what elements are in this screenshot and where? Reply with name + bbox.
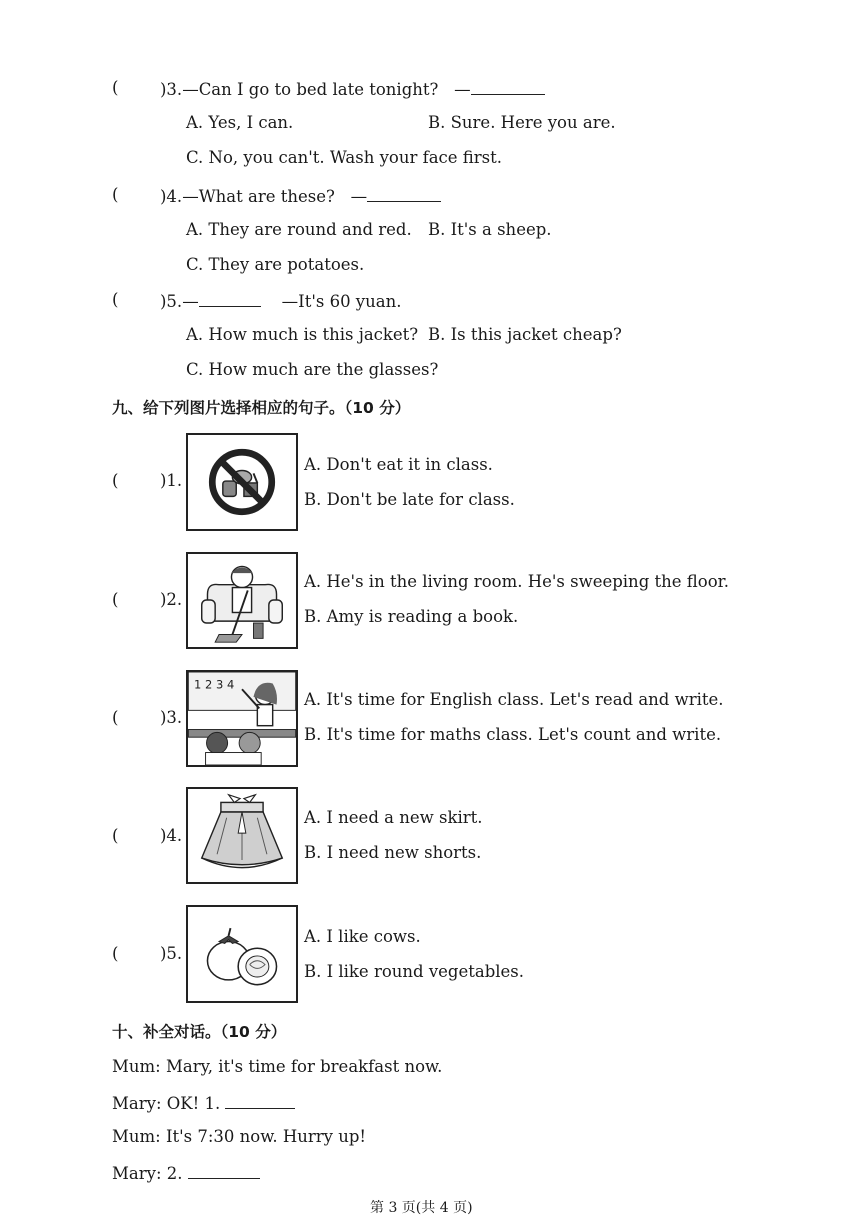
answer-blank[interactable] bbox=[199, 290, 261, 307]
option-a: A. Yes, I can. bbox=[186, 113, 294, 132]
answer-paren[interactable]: ( bbox=[112, 290, 119, 309]
dialogue-line: Mary: OK! 1. bbox=[112, 1092, 295, 1113]
option-c: C. They are potatoes. bbox=[186, 255, 365, 274]
option-b: B. It's a sheep. bbox=[428, 220, 552, 239]
option-b: B. I like round vegetables. bbox=[304, 962, 525, 981]
option-b: B. Sure. Here you are. bbox=[428, 113, 616, 132]
item-number: )5. bbox=[160, 944, 183, 963]
question-4: )4.—What are these? — bbox=[160, 185, 441, 206]
answer-paren[interactable]: ( bbox=[112, 185, 119, 204]
page-footer: 第 3 页(共 4 页) bbox=[370, 1200, 473, 1216]
answer-paren[interactable]: ( bbox=[112, 590, 119, 609]
answer-paren[interactable]: ( bbox=[112, 471, 119, 490]
option-b: B. I need new shorts. bbox=[304, 843, 482, 862]
section-heading: 九、给下列图片选择相应的句子。（10 分） bbox=[112, 399, 411, 417]
answer-blank[interactable] bbox=[225, 1092, 295, 1109]
board-text: 1 2 3 4 bbox=[194, 677, 235, 692]
option-a: A. He's in the living room. He's sweeping the floor. bbox=[304, 572, 729, 591]
no-food-sign-icon bbox=[186, 433, 298, 531]
section-heading: 十、补全对话。（10 分） bbox=[112, 1023, 287, 1041]
option-a: A. I like cows. bbox=[304, 927, 421, 946]
item-number: )4. bbox=[160, 826, 183, 845]
option-c: C. How much are the glasses? bbox=[186, 360, 439, 379]
item-number: )1. bbox=[160, 471, 183, 490]
option-a: A. It's time for English class. Let's read and write. bbox=[304, 690, 724, 709]
boy-sweeping-icon bbox=[186, 552, 298, 649]
item-number: )3. bbox=[160, 708, 183, 727]
answer-blank[interactable] bbox=[471, 78, 545, 95]
option-b: B. Don't be late for class. bbox=[304, 490, 515, 509]
question-5: )5.— —It's 60 yuan. bbox=[160, 292, 402, 311]
answer-paren[interactable]: ( bbox=[112, 78, 119, 97]
teacher-classroom-icon bbox=[186, 670, 298, 767]
option-b: B. Is this jacket cheap? bbox=[428, 325, 622, 344]
item-number: )2. bbox=[160, 590, 183, 609]
option-a: A. Don't eat it in class. bbox=[304, 455, 493, 474]
option-a: A. I need a new skirt. bbox=[304, 808, 483, 827]
question-3: )3.—Can I go to bed late tonight? — bbox=[160, 78, 545, 99]
answer-blank[interactable] bbox=[367, 185, 441, 202]
option-b: B. Amy is reading a book. bbox=[304, 607, 519, 626]
option-a: A. They are round and red. bbox=[186, 220, 412, 239]
dialogue-line: Mum: Mary, it's time for breakfast now. bbox=[112, 1057, 443, 1076]
tomato-icon bbox=[186, 905, 298, 1003]
skirt-icon bbox=[186, 787, 298, 884]
option-c: C. No, you can't. Wash your face first. bbox=[186, 148, 503, 167]
dialogue-line: Mum: It's 7:30 now. Hurry up! bbox=[112, 1127, 367, 1146]
answer-blank[interactable] bbox=[188, 1162, 260, 1179]
answer-paren[interactable]: ( bbox=[112, 708, 119, 727]
dialogue-line: Mary: 2. bbox=[112, 1162, 260, 1183]
answer-paren[interactable]: ( bbox=[112, 944, 119, 963]
answer-paren[interactable]: ( bbox=[112, 826, 119, 845]
option-a: A. How much is this jacket? bbox=[186, 325, 419, 344]
option-b: B. It's time for maths class. Let's count and write. bbox=[304, 725, 722, 744]
